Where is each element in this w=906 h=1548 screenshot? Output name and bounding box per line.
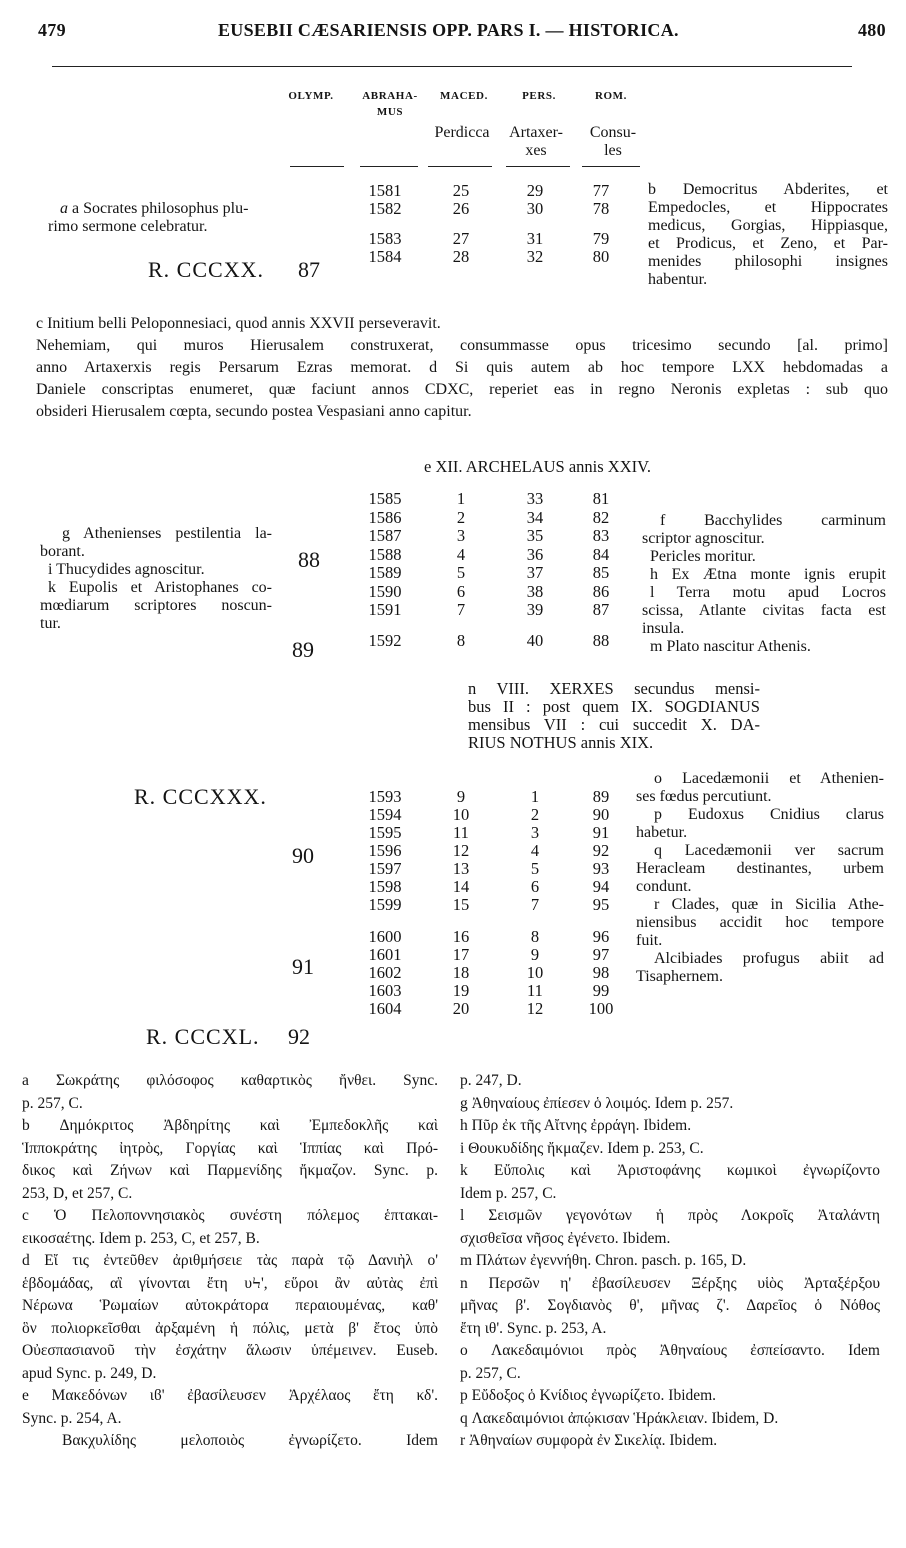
footnotes-right: p. 247, D. g Ἀθηναίους ἐπίεσεν ὁ λοιμός. Idem p. 257. h Πῦρ ἐκ τῆς Αἴτνης ἐρράγη. Ibidem. i Θουκυδίδης ἤκμαζεν. Idem p. 253, C. k Εὔπολις καὶ Ἀριστοφάνης κωμικοὶ ἐγνωρίζοντο Idem p. 257, C. l Σεισμῶν γεγονότων ἡ πρὸς Λοκροῖς Ἀταλάντη σχισθεῖσα νῆσος ἐγένετο. Ibidem. m Πλάτων ἐγεννήθη. Chron. pasch. p. 165, D. n Περσῶν η' ἐβασίλευσεν Ξέρξης υἱὸς Ἀρταξέρξου μῆνας β'. Σογδιανὸς θ', μῆνας ζ'. Δαρεῖος ὁ Νόθος ἔτη ιθ'. Sync. p. 253, A. o Λακεδαιμόνιοι πρὸς Ἀθηναίους ἐσπείσαντο. Idem p. 257, C. p Εὔδοξος ὁ Κνίδιος ἐγνωρίζετο. Ibidem. q Λακεδαιμόνιοι ἀπῴκισαν Ἡράκλειαν. Ibidem, D. r Ἀθηναίων συμφορὰ ἐν Σικελίᾳ. Ibidem. [460, 1072, 880, 1449]
note-b: b Democritus Abderites, et Empedocles, et Hippocrates medicus, Gorgias, Hippiasque, et Prodicus, et Zeno, et Par- menides philosophi insignes habentur. [648, 181, 888, 288]
table-cell: 1 [456, 489, 466, 508]
table-cell: 25 [452, 181, 470, 200]
col-sub-rom-2: les [604, 142, 622, 159]
table-cell: 19 [452, 981, 470, 1000]
table-cell: 28 [452, 247, 470, 266]
table-cell: 6 [456, 581, 466, 601]
table-cell: 1584 [368, 247, 402, 266]
footnotes-left: a Σωκράτης φιλόσοφος καθαρτικὸς ἤνθει. Sync. p. 257, C. b Δημόκριτος Ἀβδηρίτης καὶ Ἐμπεδοκλῆς καὶ Ἱπποκράτης ἰητρὸς, Γοργίας καὶ Ἱππίας καὶ Πρό- δικος καὶ Ζήνων καὶ Παρμενίδης ἤκμαζον. Sync. p. 253, D, et 257, C. c Ὁ Πελοποννησιακὸς συνέστη πόλεμος ἑπτακαι- εικοσαέτης. Idem p. 253, C, et 257, B. d Εἴ τις ἐντεῦθεν ἀριθμήσειε τὰς παρὰ τῷ Δανιὴλ ο' ἑβδομάδας, αἳ γίνονται ἔτη υϞ', εὕροι ἂν αὐτὰς ἐπὶ Νέρωνα Ῥωμαίων αὐτοκράτορα περαιουμένας, καθ' ὃν πολιορκεῖσθαι ἀρξαμένη ἡ πόλις, μετὰ β' ἔτος ὑπὸ Οὐεσπασιανοῦ τὴν ἐσχάτην ἅλωσιν ὑπέμεινεν. Euseb. apud Sync. p. 249, D. e Μακεδόνων ιϐ' ἐβασίλευσεν Ἀρχέλαος ἔτη κδ'. Sync. p. 254, A. Βακχυλίδης μελοποιὸς ἐγνωρίζετο. Idem [22, 1072, 438, 1449]
table-cell: 8 [530, 927, 540, 946]
table-cell: 3 [530, 823, 540, 842]
table-cell: 7 [530, 895, 540, 914]
page-number-left: 479 [38, 20, 66, 40]
table-cell: 33 [526, 489, 544, 508]
col-rule [506, 166, 570, 167]
table-cell: 90 [592, 805, 610, 824]
col-rule [290, 166, 344, 167]
table-cell: 1589 [368, 563, 402, 582]
col-header-pers: PERS. [522, 90, 556, 102]
table-cell: 1594 [368, 805, 402, 824]
table-cell: 86 [592, 581, 610, 601]
table-cell: 31 [526, 229, 544, 248]
note-o-p-q-r: o Lacedæmonii et Athenien- ses fœdus percutiunt. p Eudoxus Cnidius clarus habetur. q Lacedæmonii ver sacrum Heracleam destinantes, urbem condunt. r Clades, quæ in Sicilia Athe- niensibus accidit hoc tempore fuit. Alcibiades profugus abiit ad Tisaphernem. [636, 770, 884, 985]
table-cell: 1602 [368, 963, 402, 982]
table-cell: 30 [526, 199, 544, 218]
table-cell: 12 [452, 841, 470, 860]
table-row [0, 1000, 906, 1018]
table-cell: 9 [530, 945, 540, 964]
table-cell: 99 [592, 981, 610, 1000]
note-a-line1: a a Socrates philosophus plu- [60, 200, 249, 217]
olymp-88: 88 [298, 547, 320, 572]
col-header-rom: ROM. [594, 90, 628, 102]
table-cell: 12 [526, 999, 544, 1018]
table-cell: 84 [592, 544, 610, 564]
olymp-90: 90 [292, 843, 314, 868]
col-header-abraham-2: MUS [376, 106, 404, 118]
table-cell: 36 [526, 544, 544, 564]
table-cell: 8 [456, 630, 466, 650]
page-number-right: 480 [858, 20, 886, 40]
table-cell: 4 [456, 544, 466, 564]
table-cell: 1593 [368, 787, 402, 806]
xerxes-heading: n VIII. XERXES secundus mensi- bus II : post quem IX. SOGDIANUS mensibus VII : cui succedit X. DA- RIUS NOTHUS annis XIX. [468, 679, 760, 752]
table-cell: 10 [452, 805, 470, 824]
table-cell: 15 [452, 895, 470, 914]
olymp-91: 91 [292, 954, 314, 979]
table-cell: 81 [592, 489, 610, 508]
col-header-olymp: OLYMP. [288, 90, 334, 102]
table-cell: 3 [456, 526, 466, 545]
table-cell: 40 [526, 630, 544, 650]
col-rule [428, 166, 492, 167]
table-cell: 1586 [368, 507, 402, 527]
olymp-92: 92 [288, 1024, 310, 1049]
table-cell: 85 [592, 563, 610, 582]
table-cell: 39 [526, 600, 544, 619]
table-cell: 27 [452, 229, 470, 248]
table-cell: 93 [592, 859, 610, 878]
col-rule [582, 166, 640, 167]
table-cell: 1585 [368, 489, 402, 508]
reign-cccxl: R. CCCXL. [146, 1024, 260, 1049]
reign-cccxxx: R. CCCXXX. [134, 784, 267, 809]
table-cell: 1600 [368, 927, 402, 946]
table-cell: 1596 [368, 841, 402, 860]
col-rule [360, 166, 418, 167]
table-cell: 35 [526, 526, 544, 545]
olymp-87: 87 [298, 257, 320, 282]
table-cell: 11 [527, 981, 543, 1000]
table-cell: 5 [530, 859, 540, 878]
note-f-h-l-m: f Bacchylides carminum scriptor agnoscitur. Pericles moritur. h Ex Ætna monte ignis erupit l Terra motu apud Locros scissa, Atlante civitas facta est insula. m Plato nascitur Athenis. [642, 512, 886, 655]
table-cell: 95 [592, 895, 610, 914]
table-cell: 5 [456, 563, 466, 582]
table-cell: 1583 [368, 229, 402, 248]
table-cell: 2 [530, 805, 540, 824]
table-cell: 1582 [368, 199, 402, 218]
table-cell: 1603 [368, 981, 402, 1000]
table-cell: 1592 [368, 630, 402, 650]
col-sub-rom: Consu- [589, 124, 637, 141]
table-cell: 37 [526, 563, 544, 582]
table-cell: 7 [456, 600, 466, 619]
prose-paragraph [36, 313, 888, 423]
table-cell: 34 [526, 507, 544, 527]
col-sub-maced: Perdicca [434, 124, 490, 141]
table-cell: 92 [592, 841, 610, 860]
table-cell: 1595 [368, 823, 402, 842]
table-cell: 29 [526, 181, 544, 200]
table-cell: 83 [592, 526, 610, 545]
table-cell: 26 [452, 199, 470, 218]
table-cell: 6 [530, 877, 540, 896]
table-cell: 96 [592, 927, 610, 946]
prose-line: Daniele conscriptas enumeret, quæ faciunt annos CDXC, reperiet eas in regno Neronis expletas : sub quo [36, 381, 888, 398]
olymp-89: 89 [292, 637, 314, 662]
note-a-line2: rimo sermone celebratur. [48, 218, 208, 235]
prose-line: obsideri Hierusalem cœpta, secundo postea Vespasiani anno capitur. [36, 403, 472, 420]
col-header-abraham: ABRAHA- [362, 90, 418, 102]
header-rule [52, 66, 852, 67]
table-cell: 4 [530, 841, 540, 860]
table-cell: 18 [452, 963, 470, 982]
table-cell: 10 [526, 963, 544, 982]
table-cell: 87 [592, 600, 610, 619]
table-cell: 9 [456, 787, 466, 806]
col-sub-pers: Artaxer- [509, 124, 563, 141]
note-g-i-k: g Athenienses pestilentia la- borant. i Thucydides agnoscitur. k Eupolis et Aristophanes co- mœdiarum scriptores noscun- tur. [40, 525, 272, 632]
table-cell: 2 [456, 507, 466, 527]
table-cell: 77 [592, 181, 610, 200]
table-cell: 11 [453, 823, 469, 842]
table-cell: 1599 [368, 895, 402, 914]
table-cell: 13 [452, 859, 470, 878]
table-row [0, 490, 906, 508]
prose-line-c: c Initium belli Peloponnesiaci, quod annis XXVII perseveravit. [36, 315, 441, 332]
table-cell: 78 [592, 199, 610, 218]
table-cell: 17 [452, 945, 470, 964]
reign-cccxx: R. CCCXX. [148, 257, 264, 282]
table-cell: 38 [526, 581, 544, 601]
table-cell: 20 [452, 999, 470, 1018]
table-cell: 32 [526, 247, 544, 266]
table-cell: 94 [592, 877, 610, 896]
table-cell: 98 [592, 963, 610, 982]
col-sub-pers-2: xes [525, 142, 547, 159]
prose-line: anno Artaxerxis regis Persarum Ezras memorat. d Si quis autem ab hoc tempore LXX hebdomadas a [36, 359, 888, 376]
table-cell: 97 [592, 945, 610, 964]
table-cell: 1604 [368, 999, 402, 1018]
table-cell: 79 [592, 229, 610, 248]
col-header-maced: MACED. [440, 90, 488, 102]
table-cell: 1581 [368, 181, 402, 200]
prose-line: Nehemiam, qui muros Hierusalem construxerat, consummasse opus tricesimo secundo [al. primo] [36, 337, 888, 354]
table-cell: 14 [452, 877, 470, 896]
table-cell: 1590 [368, 581, 402, 601]
table-cell: 1591 [368, 600, 402, 619]
table-cell: 82 [592, 507, 610, 527]
table-cell: 1598 [368, 877, 402, 896]
table-cell: 88 [592, 630, 610, 650]
table-cell: 1588 [368, 544, 402, 564]
table-cell: 80 [592, 247, 610, 266]
running-title: EUSEBII CÆSARIENSIS OPP. PARS I. — HISTORICA. [218, 20, 679, 40]
table-cell: 1601 [368, 945, 402, 964]
archelaus-heading: e XII. ARCHELAUS annis XXIV. [424, 457, 652, 476]
table-cell: 100 [588, 999, 614, 1018]
table-cell: 91 [592, 823, 610, 842]
table-cell: 1587 [368, 526, 402, 545]
table-cell: 16 [452, 927, 470, 946]
table-cell: 1 [530, 787, 540, 806]
table-cell: 1597 [368, 859, 402, 878]
table-cell: 89 [592, 787, 610, 806]
